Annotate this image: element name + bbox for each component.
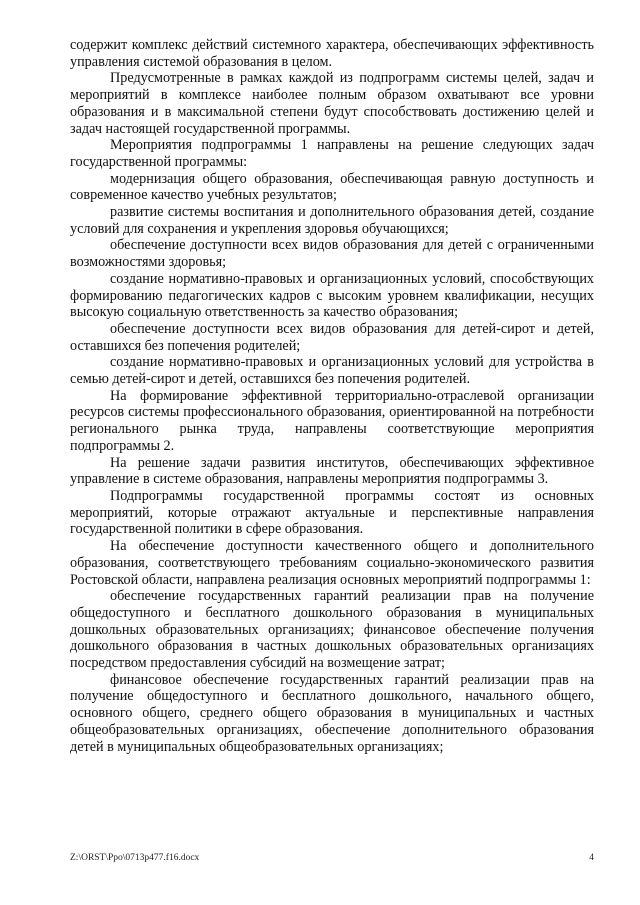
paragraph-6: обеспечение доступности всех видов образования для детей с ограниченными возможностями здоровья; [70, 237, 594, 271]
paragraph-11: На решение задачи развития институтов, обеспечивающих эффективное управление в системе образования, направлены мероприятия подпрограммы 3. [70, 454, 594, 488]
paragraph-15: финансовое обеспечение государственных гарантий реализации прав на получение общедоступного и бесплатного дошкольного, начального общего, основного общего, среднего общего образования в муниципальных и частных общеобразовательных организациях, обеспечение дополнительного образования детей в муниципальных общеобразовательных организациях; [70, 671, 594, 755]
paragraph-7: создание нормативно-правовых и организационных условий, способствующих формированию педагогических кадров с высоким уровнем квалификации, несущих высокую социальную ответственность за качество образования; [70, 270, 594, 321]
file-path: Z:\ORST\Ppo\0713p477.f16.docx [70, 853, 200, 863]
paragraph-14: обеспечение государственных гарантий реализации прав на получение общедоступного и бесплатного дошкольного образования в муниципальных дошкольных образовательных организациях; финансовое обеспечение получения дошкольного образования в частных дошкольных образовательных организациях посредством предоставления субсидий на возмещение затрат; [70, 588, 594, 672]
page-number: 4 [589, 853, 594, 863]
paragraph-10: На формирование эффективной территориально-отраслевой организации ресурсов системы профессионального образования, ориентированной на потребности регионального рынка труда, направлены соответствующие мероприятия подпрограммы 2. [70, 387, 594, 454]
paragraph-12: Подпрограммы государственной программы состоят из основных мероприятий, которые отражают актуальные и перспективные направления государственной политики в сфере образования. [70, 487, 594, 538]
paragraph-13: На обеспечение доступности качественного общего и дополнительного образования, соответствующего требованиям социально-экономического развития Ростовской области, направлена реализация основных мероприятий подпрограммы 1: [70, 538, 594, 588]
paragraph-1: содержит комплекс действий системного характера, обеспечивающих эффективность управления системой образования в целом. [70, 37, 594, 70]
paragraph-9: создание нормативно-правовых и организационных условий для устройства в семью детей-сирот и детей, оставшихся без попечения родителей. [70, 354, 594, 388]
paragraph-4: модернизация общего образования, обеспечивающая равную доступность и современное качество учебных результатов; [70, 170, 594, 204]
paragraph-8: обеспечение доступности всех видов образования для детей-сирот и детей, оставшихся без попечения родителей; [70, 320, 594, 354]
document-body [70, 37, 594, 755]
paragraph-5: развитие системы воспитания и дополнительного образования детей, создание условий для сохранения и укрепления здоровья обучающихся; [70, 204, 594, 237]
paragraph-2: Предусмотренные в рамках каждой из подпрограмм системы целей, задач и мероприятий в комплексе наиболее полным образом охватывают все уровни образования и в максимальной степени будут способствовать достижению целей и задач настоящей государственной программы. [70, 70, 594, 137]
paragraph-3: Мероприятия подпрограммы 1 направлены на решение следующих задач государственной программы: [70, 137, 594, 170]
